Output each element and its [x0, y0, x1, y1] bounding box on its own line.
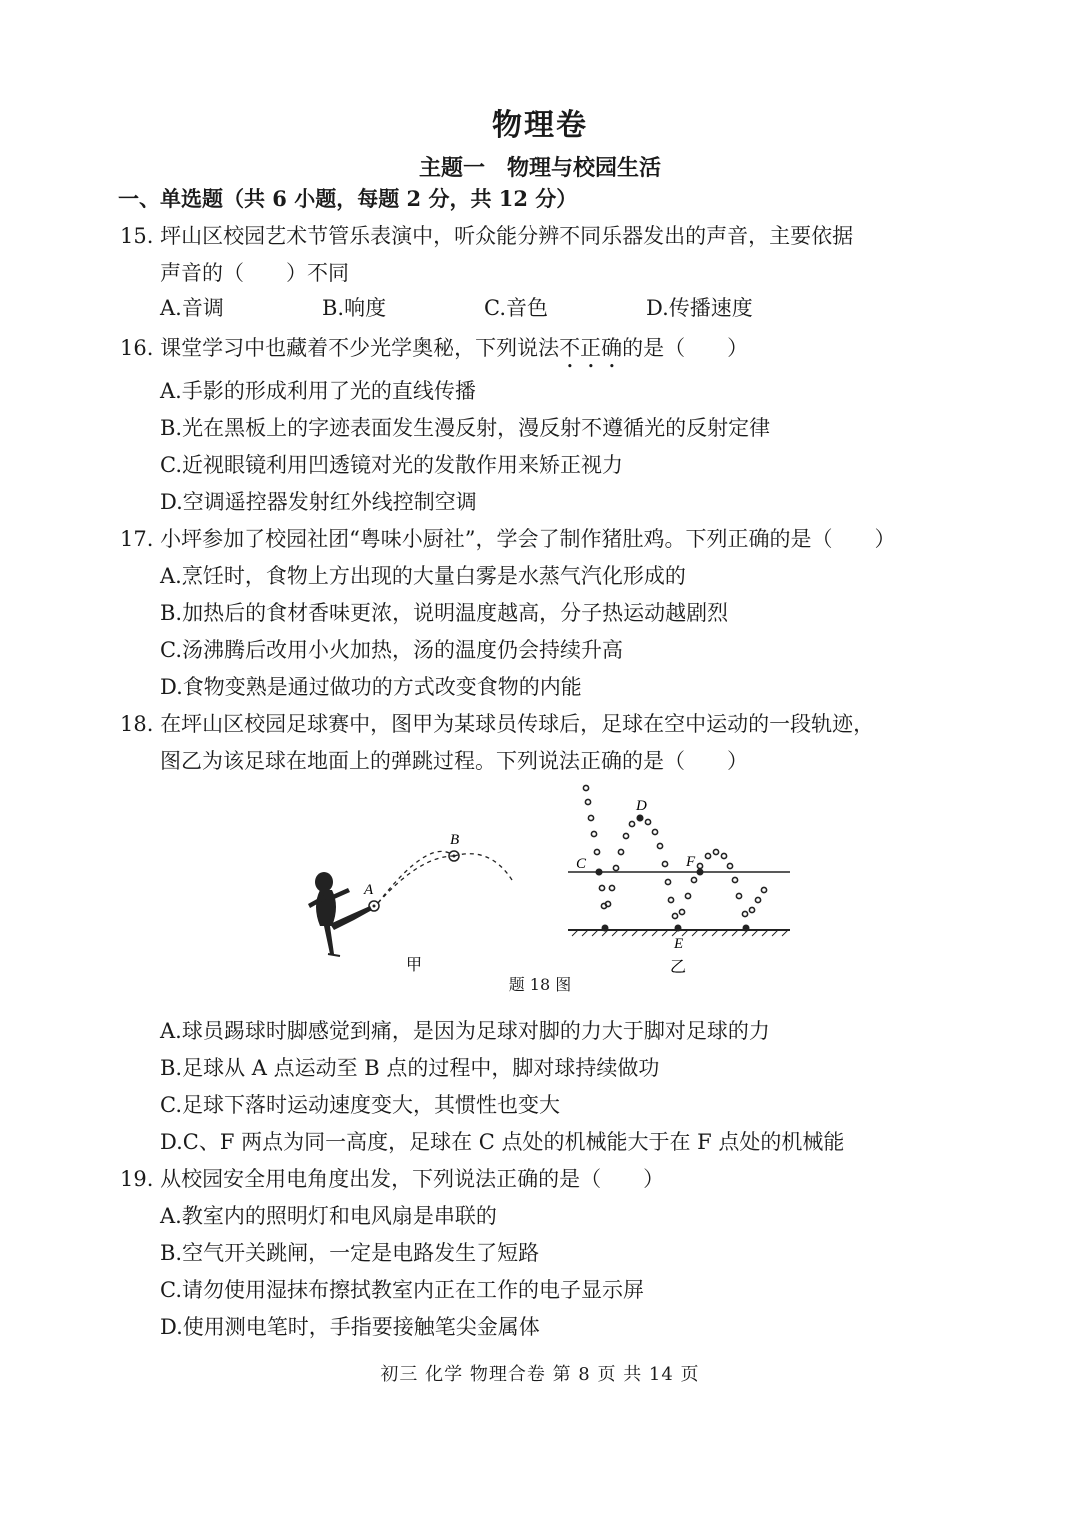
player-illustration [308, 872, 372, 956]
q17-stem: 17. 小坪参加了校园社团“粤味小厨社”，学会了制作猪肚鸡。下列正确的是（ ） [120, 527, 896, 551]
label-a: A [364, 882, 374, 898]
section-heading: 一、单选题（共 6 小题，每题 2 分，共 12 分） [118, 186, 578, 211]
q16-option-d: D.空调遥控器发射红外线控制空调 [160, 490, 477, 514]
q18-option-c: C.足球下落时运动速度变大，其惯性也变大 [160, 1093, 560, 1117]
label-b: B [450, 832, 460, 848]
q15-option-b: B.响度 [322, 296, 387, 320]
q18-figure [290, 776, 810, 1000]
q18-stem-line1: 18. 在坪山区校园足球赛中，图甲为某球员传球后，足球在空中运动的一段轨迹， [120, 712, 875, 736]
label-f: F [686, 854, 696, 870]
q16-option-b: B.光在黑板上的字迹表面发生漫反射，漫反射不遵循光的反射定律 [160, 416, 771, 440]
q16-stem [120, 332, 748, 373]
label-jia: 甲 [406, 955, 423, 974]
q16-option-a: A.手影的形成利用了光的直线传播 [160, 379, 476, 403]
q15-option-d: D.传播速度 [646, 296, 753, 320]
theme-name: 物理与校园生活 [507, 155, 662, 181]
q16-stem-emphasis: 不正确 [559, 336, 623, 360]
q17-option-c: C.汤沸腾后改用小火加热，汤的温度仍会持续升高 [160, 638, 623, 662]
q19-option-b: B.空气开关跳闸，一定是电路发生了短路 [160, 1241, 540, 1265]
q19-stem: 19. 从校园安全用电角度出发，下列说法正确的是（ ） [120, 1167, 665, 1191]
page-footer: 初三 化学 物理合卷 第 8 页 共 14 页 [380, 1364, 700, 1385]
q19-option-d: D.使用测电笔时，手指要接触笔尖金属体 [160, 1315, 540, 1339]
q17-option-b: B.加热后的食材香味更浓，说明温度越高，分子热运动越剧烈 [160, 601, 729, 625]
q15-stem-line2: 声音的（ ）不同 [160, 261, 349, 285]
q16-stem-pre: 16. 课堂学习中也藏着不少光学奥秘，下列说法 [120, 336, 560, 360]
q15-option-c: C.音色 [484, 296, 548, 320]
q18-option-b: B.足球从 A 点运动至 B 点的过程中，脚对球持续做功 [160, 1056, 660, 1080]
q18-stem-line2: 图乙为该足球在地面上的弹跳过程。下列说法正确的是（ ） [160, 749, 748, 773]
q16-stem-post: 的是（ ） [622, 336, 749, 360]
figure-caption: 题 18 图 [508, 975, 572, 994]
q17-option-d: D.食物变熟是通过做功的方式改变食物的内能 [160, 675, 582, 699]
q16-option-c: C.近视眼镜利用凹透镜对光的发散作用来矫正视力 [160, 453, 623, 477]
q19-option-c: C.请勿使用湿抹布擦拭教室内正在工作的电子显示屏 [160, 1278, 644, 1302]
q15-options [160, 292, 860, 322]
q15-stem-line1: 15. 坪山区校园艺术节管乐表演中，听众能分辨不同乐器发出的声音，主要依据 [120, 224, 854, 248]
label-c: C [576, 856, 587, 872]
label-yi: 乙 [670, 957, 687, 976]
theme-heading [0, 151, 1080, 182]
q15-option-a: A.音调 [160, 296, 224, 320]
label-e: E [674, 936, 684, 952]
theme-label: 主题一 [418, 155, 485, 181]
q18-option-a: A.球员踢球时脚感觉到痛，是因为足球对脚的力大于脚对足球的力 [160, 1019, 770, 1043]
bounce-dots [583, 785, 766, 918]
q19-option-a: A.教室内的照明灯和电风扇是串联的 [160, 1204, 497, 1228]
trajectory-path [378, 851, 512, 903]
q18-option-d: D.C、F 两点为同一高度，足球在 C 点处的机械能大于在 F 点处的机械能 [160, 1130, 845, 1154]
q17-option-a: A.烹饪时，食物上方出现的大量白雾是水蒸气汽化形成的 [160, 564, 686, 588]
label-d: D [636, 798, 647, 814]
page-title: 物理卷 [492, 108, 588, 143]
